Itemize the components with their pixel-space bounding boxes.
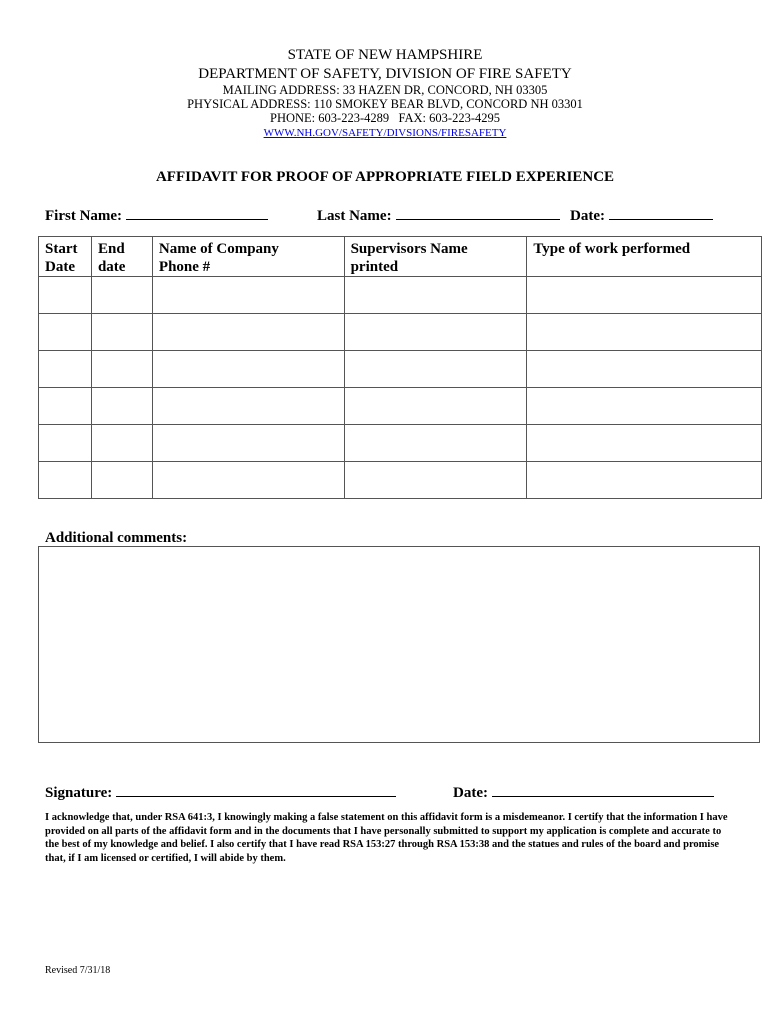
table-cell[interactable] <box>152 462 344 499</box>
table-cell[interactable] <box>91 425 152 462</box>
last-name-label: Last Name: <box>317 208 392 224</box>
signature-date-label: Date: <box>453 785 488 801</box>
table-cell[interactable] <box>91 277 152 314</box>
first-name-label: First Name: <box>45 208 123 224</box>
phone-fax: PHONE: 603-223-4289 FAX: 603-223-4295 <box>270 111 500 125</box>
table-cell[interactable] <box>91 351 152 388</box>
mailing-address: MAILING ADDRESS: 33 HAZEN DR, CONCORD, NH 03305 <box>222 83 548 97</box>
table-row <box>39 277 762 314</box>
table-cell[interactable] <box>152 314 344 351</box>
comments-box[interactable] <box>38 546 760 743</box>
table-header-row <box>39 237 762 277</box>
table-cell[interactable] <box>91 462 152 499</box>
header-start-date: Start Date <box>39 237 92 277</box>
table-cell[interactable] <box>39 425 92 462</box>
last-name-field[interactable] <box>317 205 560 225</box>
date-line[interactable] <box>609 205 713 220</box>
header-work-type: Type of work performed <box>527 237 762 277</box>
table-cell[interactable] <box>344 425 527 462</box>
signature-date-line[interactable] <box>492 782 714 797</box>
table-cell[interactable] <box>39 462 92 499</box>
header-company-phone: Name of Company Phone # <box>152 237 344 277</box>
table-cell[interactable] <box>527 462 762 499</box>
table-cell[interactable] <box>344 351 527 388</box>
acknowledgement-text: I acknowledge that, under RSA 641:3, I knowingly making a false statement on this affidavit form is a misdemeanor. I certify that the information I have provided on all parts of the affidavit form and in the documents that I have personally submitted to support my application is complete and accurate to the best of my knowledge and belief. I also certify that I have read RSA 153:27 through RSA 153:38 and the statues and rules of the board and promise that, if I am licensed or certified, I will abide by them. <box>45 812 728 864</box>
first-name-line[interactable] <box>126 205 268 220</box>
table-cell[interactable] <box>527 388 762 425</box>
table-cell[interactable] <box>152 351 344 388</box>
table-row <box>39 462 762 499</box>
form-title: AFFIDAVIT FOR PROOF OF APPROPRIATE FIELD EXPERIENCE <box>155 169 615 185</box>
table-cell[interactable] <box>39 314 92 351</box>
comments-label: Additional comments: <box>45 530 188 546</box>
table-row <box>39 425 762 462</box>
experience-table <box>38 236 762 499</box>
state-heading: STATE OF NEW HAMPSHIRE <box>287 47 483 63</box>
table-cell[interactable] <box>344 314 527 351</box>
signature-line[interactable] <box>116 782 396 797</box>
table-cell[interactable] <box>152 277 344 314</box>
table-cell[interactable] <box>152 388 344 425</box>
signature-field[interactable] <box>45 782 396 802</box>
department-heading: DEPARTMENT OF SAFETY, DIVISION OF FIRE SAFETY <box>198 66 572 82</box>
table-cell[interactable] <box>39 388 92 425</box>
table-cell[interactable] <box>91 314 152 351</box>
signature-date-field[interactable] <box>453 782 714 802</box>
physical-address: PHYSICAL ADDRESS: 110 SMOKEY BEAR BLVD, CONCORD NH 03301 <box>187 97 583 111</box>
last-name-line[interactable] <box>396 205 560 220</box>
table-cell[interactable] <box>39 351 92 388</box>
signature-label: Signature: <box>45 785 113 801</box>
table-cell[interactable] <box>344 388 527 425</box>
table-cell[interactable] <box>527 425 762 462</box>
table-row <box>39 314 762 351</box>
website-link[interactable]: WWW.NH.GOV/SAFETY/DIVSIONS/FIRESAFETY <box>263 127 507 139</box>
revised-date: Revised 7/31/18 <box>45 965 111 976</box>
table-cell[interactable] <box>344 462 527 499</box>
table-cell[interactable] <box>39 277 92 314</box>
header-supervisor-name: Supervisors Name printed <box>344 237 527 277</box>
table-cell[interactable] <box>152 425 344 462</box>
first-name-field[interactable] <box>45 205 268 225</box>
table-cell[interactable] <box>527 277 762 314</box>
table-row <box>39 388 762 425</box>
table-row <box>39 351 762 388</box>
date-label: Date: <box>570 208 605 224</box>
table-cell[interactable] <box>91 388 152 425</box>
table-cell[interactable] <box>527 351 762 388</box>
table-cell[interactable] <box>527 314 762 351</box>
date-field[interactable] <box>570 205 713 225</box>
header-end-date: End date <box>91 237 152 277</box>
table-cell[interactable] <box>344 277 527 314</box>
